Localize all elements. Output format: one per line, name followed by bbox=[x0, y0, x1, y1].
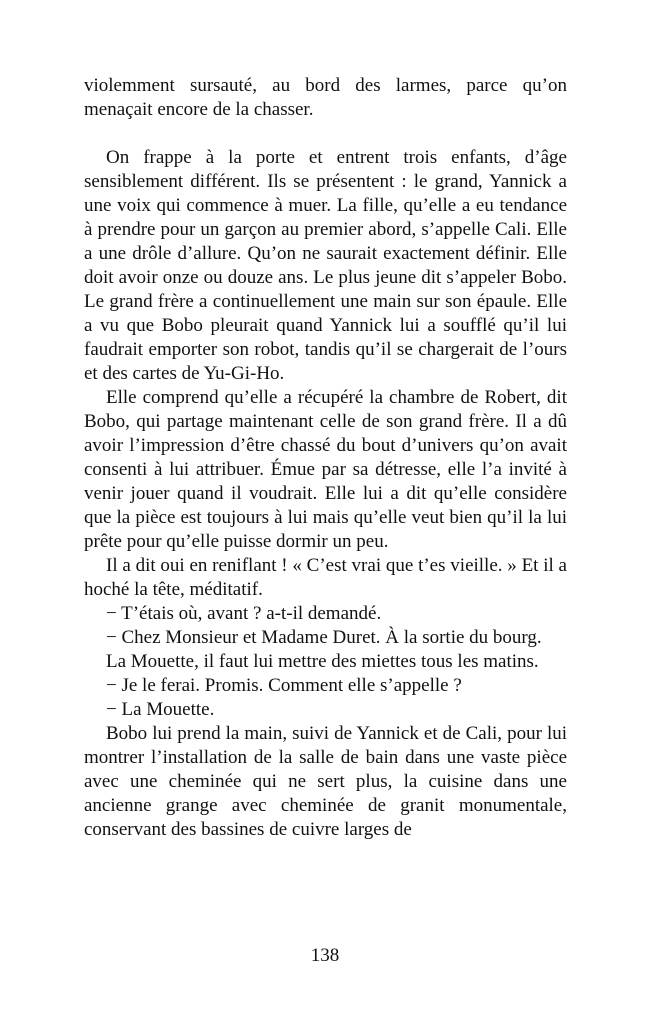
paragraph: Elle comprend qu’elle a récupéré la chambre de Robert, dit Bobo, qui partage maintenant celle de son grand frère. Il a dû avoir l’impression d’être chassé du bout d’univers qu’on avait consenti à lui attribuer. Émue par sa détresse, elle l’a invité à venir jouer quand il voudrait. Elle lui a dit qu’elle considère que la pièce est toujours à lui mais qu’elle veut bien qu’il la lui prête pour qu’elle puisse dormir un peu. bbox=[84, 387, 567, 552]
page-body bbox=[84, 74, 567, 842]
dialogue-line: − Je le ferai. Promis. Comment elle s’appelle ? bbox=[106, 675, 462, 696]
page-number: 138 bbox=[310, 945, 340, 966]
dialogue-line: − Chez Monsieur et Madame Duret. À la sortie du bourg. bbox=[106, 627, 542, 648]
paragraph: Il a dit oui en reniflant ! « C’est vrai que t’es vieille. » Et il a hoché la tête, méditatif. bbox=[84, 555, 567, 600]
paragraph: Bobo lui prend la main, suivi de Yannick et de Cali, pour lui montrer l’installation de la salle de bain dans une vaste pièce avec une cheminée qui ne sert plus, la cuisine dans une ancienne grange avec cheminée de granit monumentale, conservant des bassines de cuivre larges de bbox=[84, 723, 567, 840]
paragraph: La Mouette, il faut lui mettre des miettes tous les matins. bbox=[106, 651, 539, 672]
dialogue-line: − La Mouette. bbox=[106, 699, 215, 720]
paragraph: On frappe à la porte et entrent trois enfants, d’âge sensiblement différent. Ils se présentent : le grand, Yannick a une voix qui commence à muer. La fille, qu’elle a eu tendance à prendre pour un garçon au premier abord, s’appelle Cali. Elle a une drôle d’allure. Qu’on ne saurait exactement définir. Elle doit avoir onze ou douze ans. Le plus jeune dit s’appeler Bobo. Le grand frère a continuellement une main sur son épaule. Elle a vu que Bobo pleurait quand Yannick lui a soufflé qu’il lui faudrait emporter son robot, tandis qu’il se chargerait de l’ours et des cartes de Yu-Gi-Ho. bbox=[84, 147, 567, 384]
paragraph: violemment sursauté, au bord des larmes, parce qu’on menaçait encore de la chasser. bbox=[84, 75, 567, 120]
dialogue-line: − T’étais où, avant ? a-t-il demandé. bbox=[106, 603, 382, 624]
